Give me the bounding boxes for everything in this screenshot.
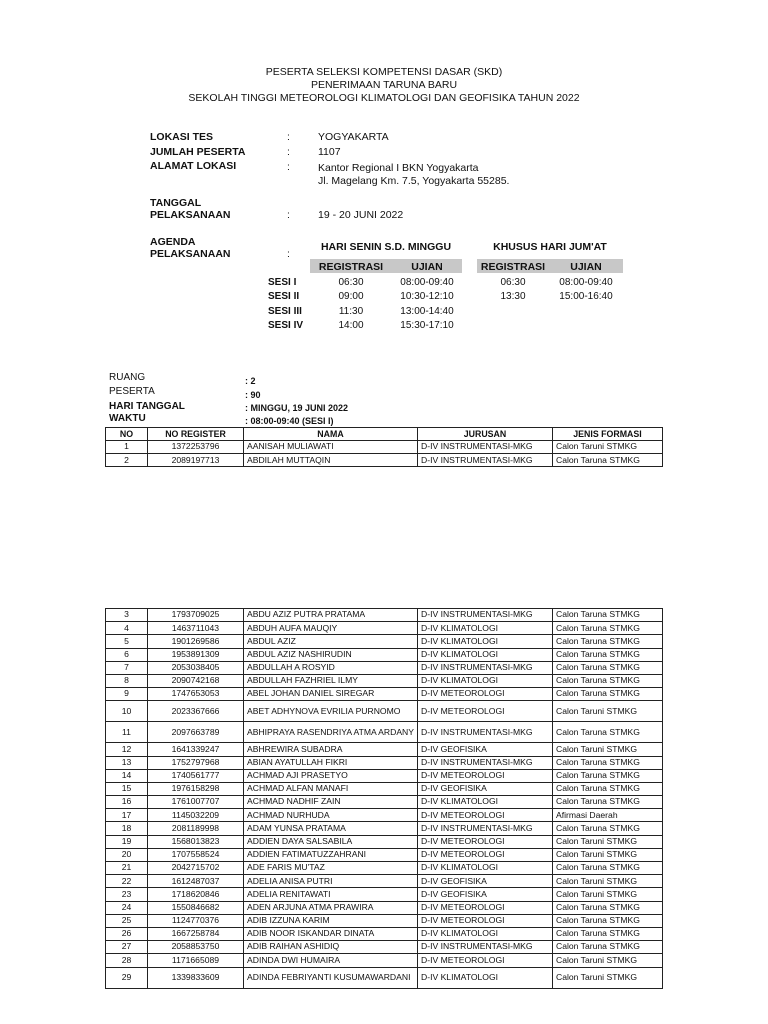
col-registrasi-2: REGISTRASI: [480, 261, 546, 273]
row-formasi: Calon Taruna STMKG: [553, 901, 663, 914]
row-nama: ADELIA RENITAWATI: [244, 888, 418, 901]
alamat-line2: Jl. Magelang Km. 7.5, Yogyakarta 55285.: [318, 175, 510, 187]
row-jurusan: D-IV GEOFISIKA: [418, 782, 553, 795]
row-register: 2058853750: [148, 941, 244, 954]
table-row: [106, 901, 663, 914]
row-jurusan: D-IV INSTRUMENTASI-MKG: [418, 441, 553, 454]
row-register: 1761007707: [148, 796, 244, 809]
row-register: 2053038405: [148, 661, 244, 674]
session-ujian1: 08:00-09:40: [400, 277, 454, 288]
row-register: 1612487037: [148, 875, 244, 888]
row-formasi: Calon Taruni STMKG: [553, 888, 663, 901]
row-jurusan: D-IV INSTRUMENTASI-MKG: [418, 722, 553, 743]
row-formasi: Calon Taruna STMKG: [553, 688, 663, 701]
row-jurusan: D-IV METEOROLOGI: [418, 901, 553, 914]
colon: :: [287, 209, 290, 221]
row-no: 16: [106, 796, 148, 809]
session-reg2: 13:30: [500, 291, 526, 302]
peserta-value: : 90: [245, 390, 261, 400]
row-formasi: Afirmasi Daerah: [553, 809, 663, 822]
row-formasi: Calon Taruni STMKG: [553, 441, 663, 454]
row-register: 1901269586: [148, 635, 244, 648]
row-no: 25: [106, 914, 148, 927]
row-register: 1752797968: [148, 756, 244, 769]
row-register: 1171665089: [148, 954, 244, 967]
row-no: 12: [106, 743, 148, 756]
row-no: 13: [106, 756, 148, 769]
row-jurusan: D-IV METEOROLOGI: [418, 914, 553, 927]
row-jurusan: D-IV INSTRUMENTASI-MKG: [418, 609, 553, 622]
row-register: 2089197713: [148, 454, 244, 467]
row-formasi: Calon Taruni STMKG: [553, 835, 663, 848]
row-jurusan: D-IV KLIMATOLOGI: [418, 796, 553, 809]
row-jurusan: D-IV KLIMATOLOGI: [418, 635, 553, 648]
col-registrasi-1: REGISTRASI: [318, 261, 384, 273]
row-nama: ADIB IZZUNA KARIM: [244, 914, 418, 927]
col-header-register: NO REGISTER: [148, 428, 244, 441]
row-no: 9: [106, 688, 148, 701]
table-header-row: [106, 428, 663, 441]
row-no: 4: [106, 622, 148, 635]
row-no: 20: [106, 848, 148, 861]
table-row: [106, 941, 663, 954]
row-nama: ABHIPRAYA RASENDRIYA ATMA ARDANY: [244, 722, 418, 743]
hari-tanggal-value: : MINGGU, 19 JUNI 2022: [245, 403, 349, 413]
row-register: 2090742168: [148, 674, 244, 687]
table-row: [106, 914, 663, 927]
participant-table-bottom: [105, 608, 663, 989]
row-register: 1793709025: [148, 609, 244, 622]
row-jurusan: D-IV METEOROLOGI: [418, 809, 553, 822]
row-formasi: Calon Taruni STMKG: [553, 701, 663, 722]
row-nama: AANISAH MULIAWATI: [244, 441, 418, 454]
row-register: 1372253796: [148, 441, 244, 454]
row-formasi: Calon Taruni STMKG: [553, 954, 663, 967]
row-no: 21: [106, 862, 148, 875]
table-row: [106, 927, 663, 940]
row-register: 1718620846: [148, 888, 244, 901]
session-ujian1: 13:00-14:40: [400, 306, 454, 317]
row-nama: ABDU AZIZ PUTRA PRATAMA: [244, 609, 418, 622]
table-row: [106, 769, 663, 782]
col-header-formasi: JENIS FORMASI: [553, 428, 663, 441]
row-jurusan: D-IV KLIMATOLOGI: [418, 927, 553, 940]
doc-title-line3: SEKOLAH TINGGI METEOROLOGI KLIMATOLOGI DAN GEOFISIKA TAHUN 2022: [188, 92, 580, 104]
lokasi-label: LOKASI TES: [150, 131, 214, 143]
session-name: SESI III: [268, 306, 302, 317]
row-jurusan: D-IV INSTRUMENTASI-MKG: [418, 454, 553, 467]
row-formasi: Calon Taruna STMKG: [553, 796, 663, 809]
row-jurusan: D-IV INSTRUMENTASI-MKG: [418, 661, 553, 674]
row-register: 1339833609: [148, 967, 244, 988]
session-ujian2: 15:00-16:40: [559, 291, 613, 302]
table-row: [106, 888, 663, 901]
col-header-no: NO: [106, 428, 148, 441]
row-nama: ABHREWIRA SUBADRA: [244, 743, 418, 756]
row-no: 10: [106, 701, 148, 722]
row-jurusan: D-IV METEOROLOGI: [418, 954, 553, 967]
jumlah-value: 1107: [318, 146, 341, 158]
row-nama: ACHMAD NURHUDA: [244, 809, 418, 822]
table-row: [106, 848, 663, 861]
row-jurusan: D-IV GEOFISIKA: [418, 875, 553, 888]
table-row: [106, 648, 663, 661]
col-header-jurusan: JURUSAN: [418, 428, 553, 441]
row-nama: ADIB NOOR ISKANDAR DINATA: [244, 927, 418, 940]
table-body-bottom: [106, 609, 663, 989]
row-no: 8: [106, 674, 148, 687]
row-register: 1747653053: [148, 688, 244, 701]
session-ujian1: 15:30-17:10: [400, 320, 454, 331]
row-nama: ADEN ARJUNA ATMA PRAWIRA: [244, 901, 418, 914]
row-jurusan: D-IV METEOROLOGI: [418, 835, 553, 848]
waktu-value: : 08:00-09:40 (SESI I): [245, 416, 334, 426]
tanggal-value: 19 - 20 JUNI 2022: [318, 209, 404, 221]
row-formasi: Calon Taruna STMKG: [553, 661, 663, 674]
session-reg2: 06:30: [500, 277, 526, 288]
colon: :: [287, 146, 290, 158]
row-formasi: Calon Taruna STMKG: [553, 941, 663, 954]
row-no: 24: [106, 901, 148, 914]
row-nama: ABDUH AUFA MAUQIY: [244, 622, 418, 635]
session-name: SESI II: [268, 291, 300, 302]
schedule-group1-title: HARI SENIN S.D. MINGGU: [320, 241, 452, 253]
doc-title-line2: PENERIMAAN TARUNA BARU: [310, 79, 458, 91]
row-formasi: Calon Taruna STMKG: [553, 756, 663, 769]
row-jurusan: D-IV KLIMATOLOGI: [418, 674, 553, 687]
row-jurusan: D-IV KLIMATOLOGI: [418, 622, 553, 635]
hari-tanggal-label: HARI TANGGAL: [109, 401, 185, 412]
row-register: 1641339247: [148, 743, 244, 756]
row-jurusan: D-IV KLIMATOLOGI: [418, 862, 553, 875]
row-register: 1124770376: [148, 914, 244, 927]
row-jurusan: D-IV GEOFISIKA: [418, 888, 553, 901]
row-formasi: Calon Taruna STMKG: [553, 914, 663, 927]
session-name: SESI I: [268, 277, 297, 288]
row-no: 26: [106, 927, 148, 940]
row-formasi: Calon Taruna STMKG: [553, 822, 663, 835]
row-no: 15: [106, 782, 148, 795]
row-nama: ABDULLAH FAZHRIEL ILMY: [244, 674, 418, 687]
row-jurusan: D-IV METEOROLOGI: [418, 848, 553, 861]
row-jurusan: D-IV INSTRUMENTASI-MKG: [418, 756, 553, 769]
session-ujian2: 08:00-09:40: [559, 277, 613, 288]
row-formasi: Calon Taruna STMKG: [553, 609, 663, 622]
row-formasi: Calon Taruni STMKG: [553, 743, 663, 756]
colon: :: [287, 161, 290, 173]
table-row: [106, 756, 663, 769]
row-no: 7: [106, 661, 148, 674]
col-header-nama: NAMA: [244, 428, 418, 441]
row-no: 27: [106, 941, 148, 954]
schedule-group2-title: KHUSUS HARI JUM'AT: [493, 241, 607, 253]
row-nama: ABDUL AZIZ NASHIRUDIN: [244, 648, 418, 661]
row-formasi: Calon Taruna STMKG: [553, 862, 663, 875]
agenda-label-1: AGENDA: [150, 236, 196, 248]
table-row: [106, 954, 663, 967]
row-jurusan: D-IV GEOFISIKA: [418, 743, 553, 756]
row-nama: ADELIA ANISA PUTRI: [244, 875, 418, 888]
row-jurusan: D-IV METEOROLOGI: [418, 769, 553, 782]
table-row: [106, 743, 663, 756]
row-no: 5: [106, 635, 148, 648]
row-formasi: Calon Taruna STMKG: [553, 648, 663, 661]
table-row: [106, 722, 663, 743]
row-jurusan: D-IV INSTRUMENTASI-MKG: [418, 941, 553, 954]
row-nama: ADDIEN FATIMATUZZAHRANI: [244, 848, 418, 861]
table-row: [106, 441, 663, 454]
row-nama: ABDULLAH A ROSYID: [244, 661, 418, 674]
waktu-label: WAKTU: [109, 413, 146, 424]
peserta-label: PESERTA: [109, 386, 155, 397]
row-no: 18: [106, 822, 148, 835]
row-jurusan: D-IV METEOROLOGI: [418, 688, 553, 701]
row-nama: ACHMAD NADHIF ZAIN: [244, 796, 418, 809]
row-jurusan: D-IV INSTRUMENTASI-MKG: [418, 822, 553, 835]
row-nama: ADINDA DWI HUMAIRA: [244, 954, 418, 967]
row-register: 2097663789: [148, 722, 244, 743]
row-formasi: Calon Taruna STMKG: [553, 782, 663, 795]
col-ujian-1: UJIAN: [411, 261, 443, 273]
row-register: 1740561777: [148, 769, 244, 782]
table-row: [106, 862, 663, 875]
row-nama: ABIAN AYATULLAH FIKRI: [244, 756, 418, 769]
session-name: SESI IV: [268, 320, 304, 331]
row-formasi: Calon Taruna STMKG: [553, 635, 663, 648]
row-nama: ACHMAD ALFAN MANAFI: [244, 782, 418, 795]
row-nama: ADE FARIS MU'TAZ: [244, 862, 418, 875]
tanggal-label-1: TANGGAL: [150, 197, 202, 209]
table-row: [106, 454, 663, 467]
table-row: [106, 796, 663, 809]
table-row: [106, 609, 663, 622]
row-formasi: Calon Taruna STMKG: [553, 927, 663, 940]
table-row: [106, 809, 663, 822]
row-jurusan: D-IV KLIMATOLOGI: [418, 967, 553, 988]
session-reg1: 06:30: [338, 277, 364, 288]
table-row: [106, 635, 663, 648]
row-no: 19: [106, 835, 148, 848]
ruang-value: : 2: [245, 376, 256, 386]
tanggal-label-2: PELAKSANAAN: [150, 209, 231, 221]
row-register: 2081189998: [148, 822, 244, 835]
row-no: 1: [106, 441, 148, 454]
row-no: 11: [106, 722, 148, 743]
row-nama: ABDILAH MUTTAQIN: [244, 454, 418, 467]
colon: :: [287, 131, 290, 143]
row-formasi: Calon Taruni STMKG: [553, 848, 663, 861]
row-nama: ADAM YUNSA PRATAMA: [244, 822, 418, 835]
row-formasi: Calon Taruni STMKG: [553, 967, 663, 988]
row-register: 1568013823: [148, 835, 244, 848]
session-reg1: 11:30: [338, 306, 364, 317]
row-jurusan: D-IV METEOROLOGI: [418, 701, 553, 722]
row-formasi: Calon Taruna STMKG: [553, 454, 663, 467]
alamat-line1: Kantor Regional I BKN Yogyakarta: [318, 162, 479, 174]
table-row: [106, 661, 663, 674]
session-ujian1: 10:30-12:10: [400, 291, 454, 302]
row-register: 1707558524: [148, 848, 244, 861]
row-formasi: Calon Taruna STMKG: [553, 622, 663, 635]
row-jurusan: D-IV KLIMATOLOGI: [418, 648, 553, 661]
table-body-top: [106, 441, 663, 467]
table-row: [106, 674, 663, 687]
row-no: 23: [106, 888, 148, 901]
row-formasi: Calon Taruna STMKG: [553, 769, 663, 782]
row-register: 1976158298: [148, 782, 244, 795]
alamat-label: ALAMAT LOKASI: [150, 160, 237, 172]
row-register: 1145032209: [148, 809, 244, 822]
row-nama: ABEL JOHAN DANIEL SIREGAR: [244, 688, 418, 701]
participant-table-top: [105, 427, 663, 467]
table-row: [106, 688, 663, 701]
ruang-label: RUANG: [109, 372, 146, 383]
session-reg1: 09:00: [338, 291, 364, 302]
row-nama: ADINDA FEBRIYANTI KUSUMAWARDANI: [244, 967, 418, 988]
row-nama: ADDIEN DAYA SALSABILA: [244, 835, 418, 848]
table-row: [106, 822, 663, 835]
table-row: [106, 875, 663, 888]
row-register: 2042715702: [148, 862, 244, 875]
row-register: 2023367666: [148, 701, 244, 722]
table-row: [106, 782, 663, 795]
row-no: 29: [106, 967, 148, 988]
table-row: [106, 967, 663, 988]
colon: :: [287, 248, 290, 260]
row-register: 1550846682: [148, 901, 244, 914]
row-no: 2: [106, 454, 148, 467]
row-formasi: Calon Taruna STMKG: [553, 674, 663, 687]
agenda-label-2: PELAKSANAAN: [150, 248, 231, 260]
lokasi-value: YOGYAKARTA: [318, 131, 389, 143]
session-reg1: 14:00: [338, 320, 364, 331]
row-register: 1953891309: [148, 648, 244, 661]
row-no: 3: [106, 609, 148, 622]
row-register: 1463711043: [148, 622, 244, 635]
row-nama: ABET ADHYNOVA EVRILIA PURNOMO: [244, 701, 418, 722]
row-no: 6: [106, 648, 148, 661]
row-register: 1667258784: [148, 927, 244, 940]
row-no: 17: [106, 809, 148, 822]
row-nama: ACHMAD AJI PRASETYO: [244, 769, 418, 782]
row-formasi: Calon Taruna STMKG: [553, 722, 663, 743]
row-no: 28: [106, 954, 148, 967]
doc-title-line1: PESERTA SELEKSI KOMPETENSI DASAR (SKD): [265, 66, 503, 78]
row-nama: ABDUL AZIZ: [244, 635, 418, 648]
table-row: [106, 701, 663, 722]
table-row: [106, 622, 663, 635]
row-no: 14: [106, 769, 148, 782]
col-ujian-2: UJIAN: [570, 261, 602, 273]
table-row: [106, 835, 663, 848]
row-nama: ADIB RAIHAN ASHIDIQ: [244, 941, 418, 954]
jumlah-label: JUMLAH PESERTA: [150, 146, 246, 158]
row-no: 22: [106, 875, 148, 888]
row-formasi: Calon Taruni STMKG: [553, 875, 663, 888]
